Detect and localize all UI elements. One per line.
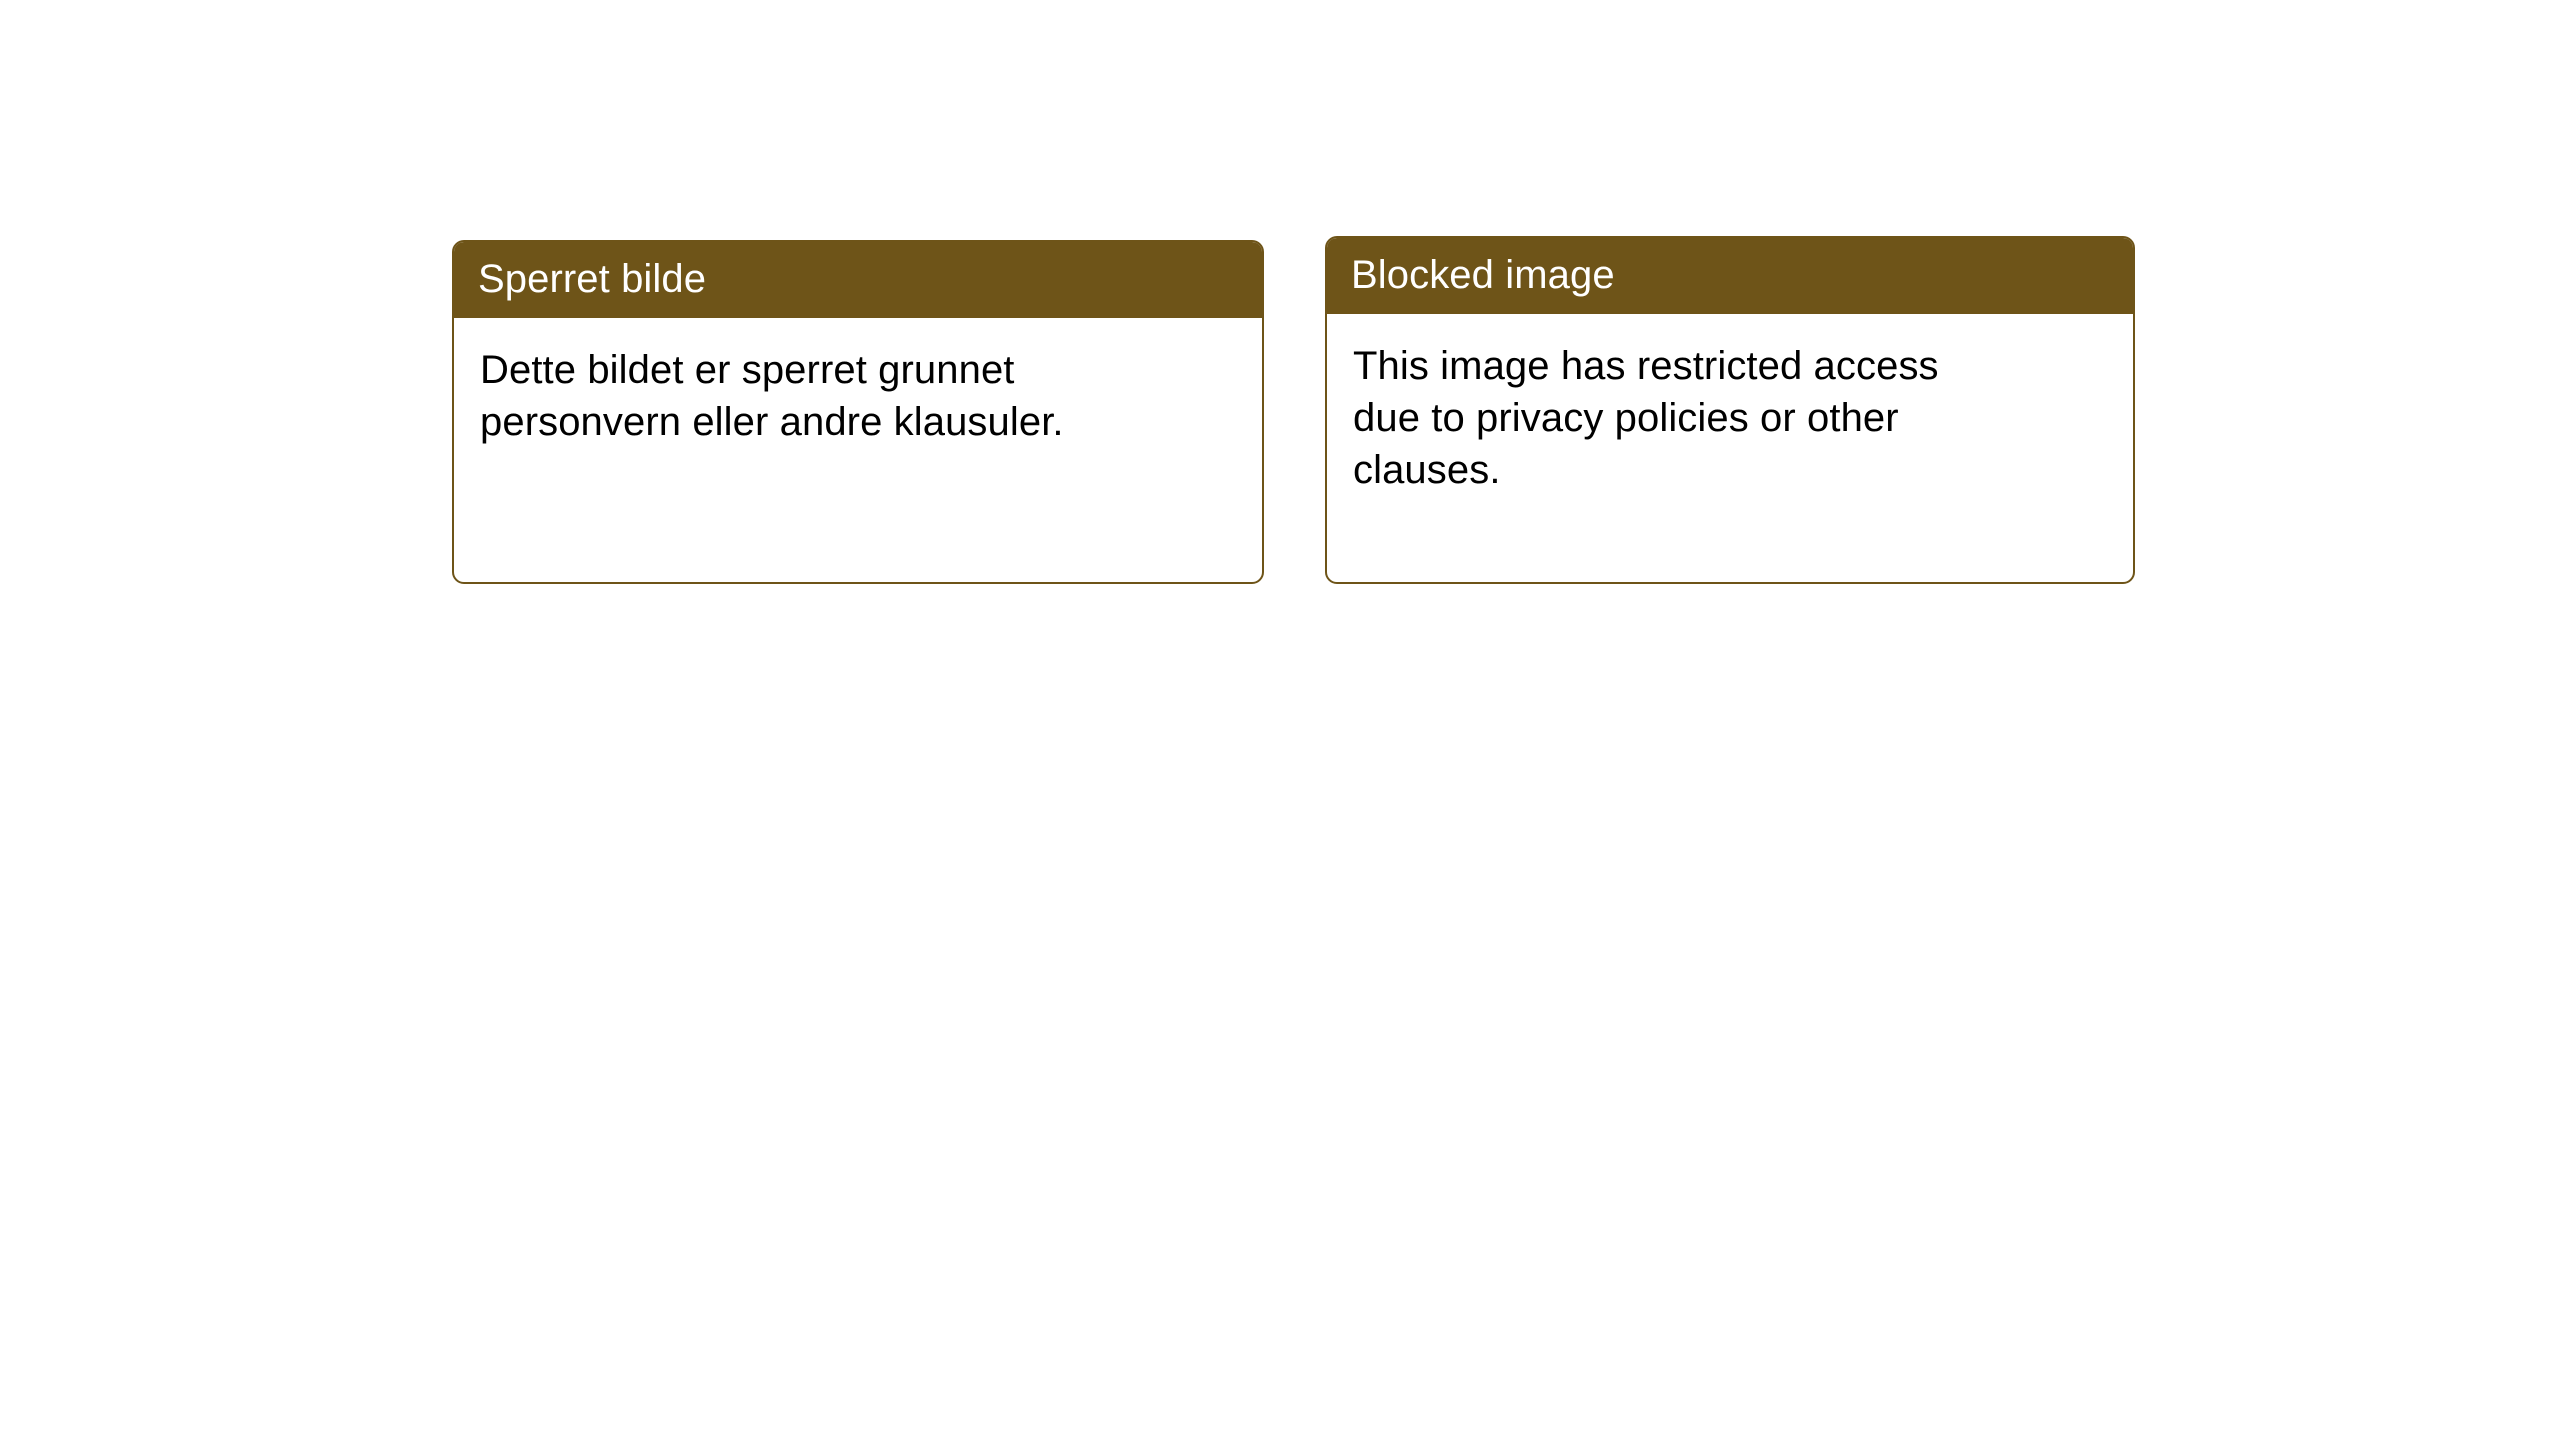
blocked-image-notice-en-text: This image has restricted access due to privacy policies or other clauses. [1353,344,1939,492]
blocked-image-notice-no-text: Dette bildet er sperret grunnet personvern eller andre klausuler. [480,348,1064,444]
blocked-image-notice-en-body [1327,314,2039,496]
blocked-image-notice-en [1325,236,2135,584]
blocked-image-notice-no [452,240,1264,584]
blocked-image-notice-no-body [454,318,1166,448]
blocked-image-notice-en-title: Blocked image [1327,238,2133,314]
blocked-image-notice-no-title: Sperret bilde [454,242,1262,318]
